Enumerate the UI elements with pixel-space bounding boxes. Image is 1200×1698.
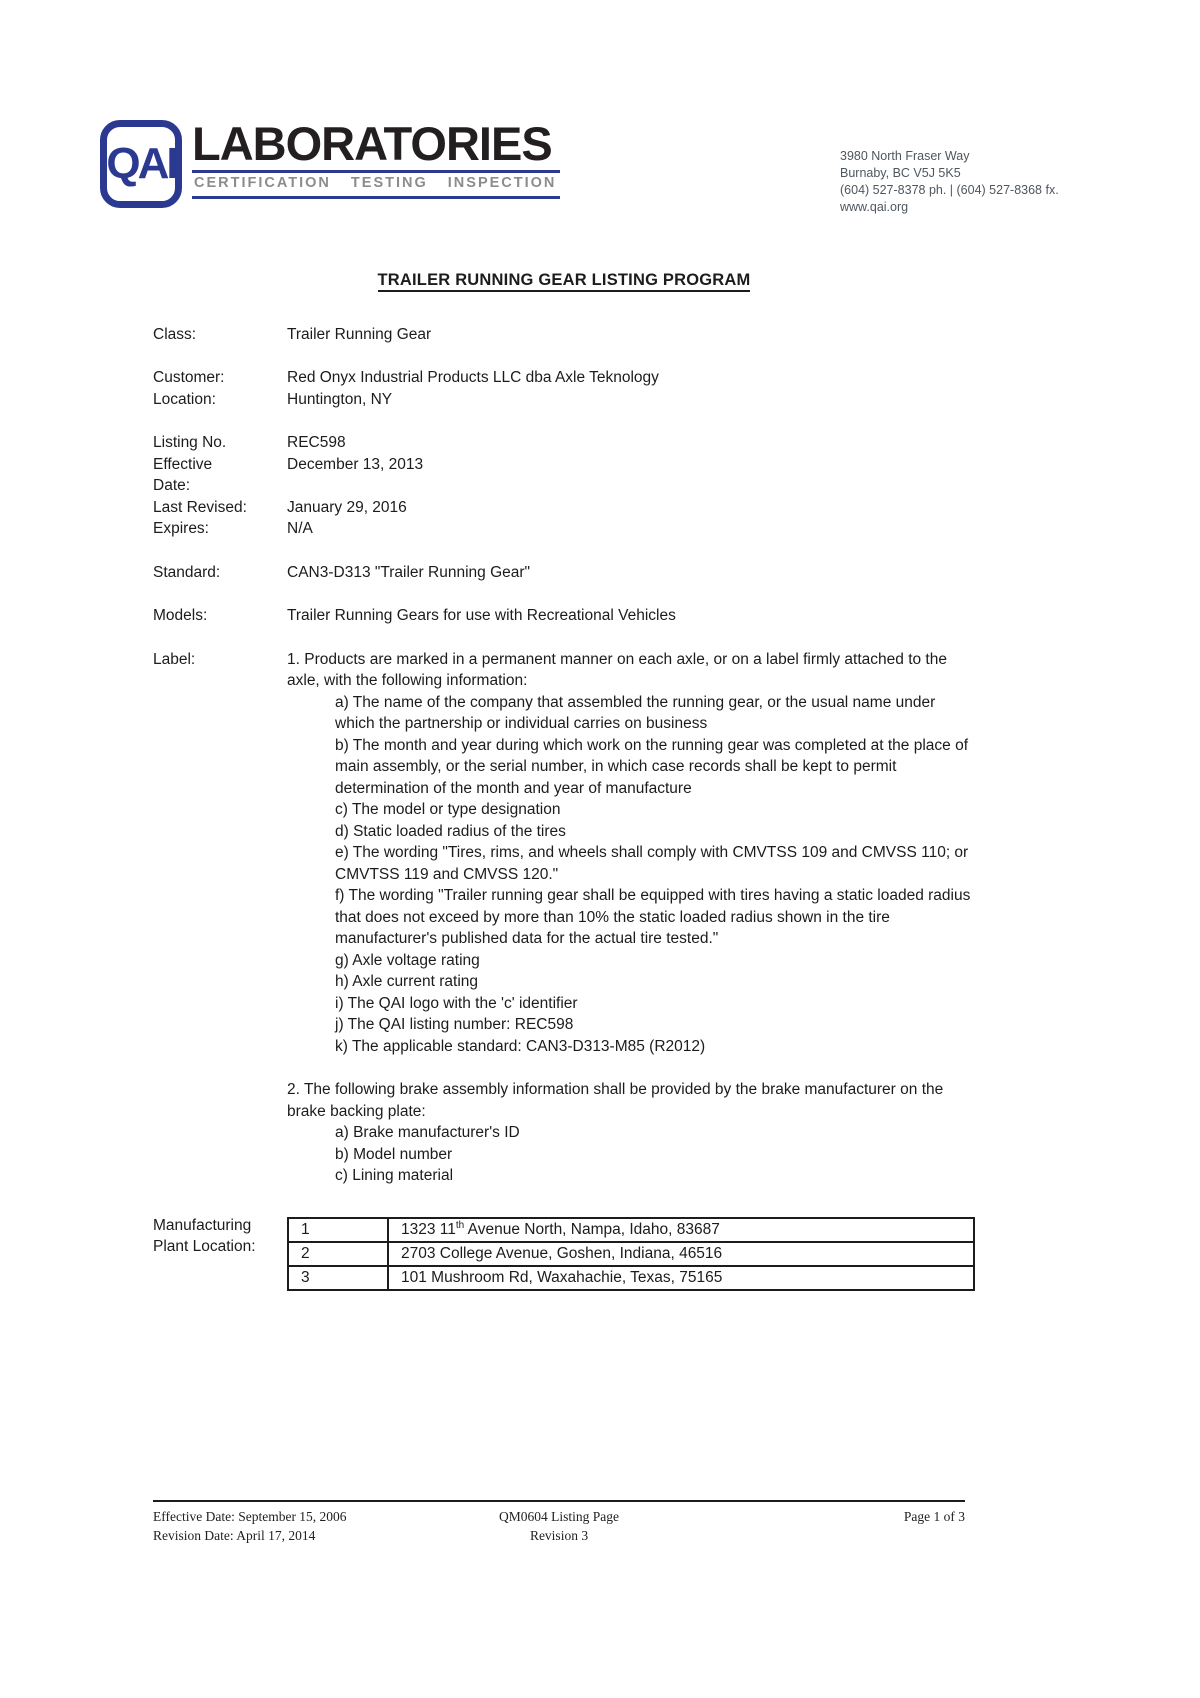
label-item2-subitem-b: b) Model number — [335, 1145, 453, 1163]
field-label: Expires: — [153, 520, 209, 537]
label-subitem-i: i) The QAI logo with the 'c' identifier — [335, 994, 578, 1012]
contact-phone-line: (604) 527-8378 ph. | (604) 527-8368 fx. — [840, 183, 1059, 197]
field-value: N/A — [287, 520, 313, 537]
table-cell-number: 3 — [288, 1266, 388, 1290]
table-row — [288, 1266, 974, 1290]
table-cell-number: 1 — [288, 1218, 388, 1242]
label-subitem-d: d) Static loaded radius of the tires — [335, 822, 566, 840]
logo-name: LABORATORIES — [192, 117, 552, 170]
field-models — [153, 605, 975, 627]
label-subitem-c: c) The model or type designation — [335, 801, 561, 818]
qai-logo — [100, 117, 560, 208]
field-class — [153, 324, 975, 346]
table-row — [288, 1218, 974, 1242]
field-label: Standard: — [153, 563, 221, 581]
field-last-revised — [153, 497, 975, 519]
field-effective-date — [153, 454, 975, 497]
label-subitem-h: h) Axle current rating — [335, 973, 479, 990]
field-label: Effective Date: — [153, 455, 213, 494]
field-value: Huntington, NY — [287, 390, 393, 408]
label-item1-intro: 1. Products are marked in a permanent manner on each axle, or on a label firmly attached to the axle, with the following information: — [287, 650, 947, 689]
label-subitem-b: b) The month and year during which work on the running gear was completed at the place of main assembly, or the serial number, in which case records shall be kept to permit determination of the month and year of manufacture — [335, 736, 969, 797]
label-item2-subitem-c: c) Lining material — [335, 1167, 454, 1184]
qai-logo-mark: QAI — [100, 120, 182, 208]
field-value: REC598 — [287, 434, 346, 451]
label-subitem-e: e) The wording "Tires, rims, and wheels shall comply with CMVTSS 109 and CMVSS 110; or CMVTSS 119 and CMVSS 120." — [335, 844, 969, 883]
plant-section — [153, 1215, 975, 1291]
logo-rule-bottom — [192, 196, 560, 199]
table-cell-address: 2703 College Avenue, Goshen, Indiana, 46516 — [388, 1242, 974, 1266]
label-item2-intro: 2. The following brake assembly information shall be provided by the brake manufacturer on the brake backing plate: — [287, 1081, 944, 1120]
plant-table — [287, 1217, 975, 1291]
field-location — [153, 389, 975, 411]
contact-address-line2: Burnaby, BC V5J 5K5 — [840, 166, 961, 180]
table-cell-address: 1323 11th Avenue North, Nampa, Idaho, 83687 — [388, 1218, 974, 1242]
table-cell-address: 101 Mushroom Rd, Waxahachie, Texas, 75165 — [388, 1266, 974, 1290]
contact-address-line1: 3980 North Fraser Way — [840, 149, 970, 163]
field-value: Trailer Running Gear — [287, 325, 432, 343]
footer-doc-revision: Revision 3 — [529, 1528, 589, 1543]
contact-website: www.qai.org — [840, 200, 909, 214]
label-subitem-g: g) Axle voltage rating — [335, 951, 480, 969]
page-title: TRAILER RUNNING GEAR LISTING PROGRAM — [153, 270, 975, 292]
label-subitem-f: f) The wording "Trailer running gear shall be equipped with tires having a static loaded radius that does not exceed by more than 10% the static loaded radius shown in the tire manufacturer's published data for the actual tire tested." — [335, 887, 971, 947]
field-value: Red Onyx Industrial Products LLC dba Axle Teknology — [287, 369, 659, 386]
label-item2-subitem-a: a) Brake manufacturer's ID — [335, 1124, 520, 1141]
field-label: Models: — [153, 607, 208, 624]
field-label: Label: — [153, 650, 196, 668]
footer-revision-date: Revision Date: April 17, 2014 — [153, 1528, 316, 1543]
field-value: Trailer Running Gears for use with Recreational Vehicles — [287, 607, 676, 624]
field-label: Class: — [153, 325, 197, 343]
page-footer — [153, 1500, 965, 1545]
footer-page-number: Page 1 of 3 — [903, 1509, 966, 1524]
label-subitem-k: k) The applicable standard: CAN3-D313-M85 (R2012) — [335, 1037, 706, 1055]
field-listing-no — [153, 432, 975, 454]
field-standard — [153, 562, 975, 584]
field-label: Manufacturing Plant Location: — [153, 1216, 256, 1255]
field-label: Last Revised: — [153, 498, 247, 516]
footer-doc-id: QM0604 Listing Page — [499, 1509, 619, 1524]
contact-block — [840, 148, 1100, 216]
footer-effective-date: Effective Date: September 15, 2006 — [153, 1509, 347, 1524]
document-body — [153, 270, 975, 1291]
table-row — [288, 1242, 974, 1266]
field-value: December 13, 2013 — [287, 455, 424, 473]
field-label: Customer: — [153, 369, 225, 386]
table-cell-number: 2 — [288, 1242, 388, 1266]
label-section — [153, 649, 975, 1187]
field-value: January 29, 2016 — [287, 498, 407, 516]
field-expires — [153, 518, 975, 540]
logo-tagline: CERTIFICATION TESTING INSPECTION — [194, 175, 557, 191]
field-value: CAN3-D313 "Trailer Running Gear" — [287, 563, 531, 581]
label-subitem-j: j) The QAI listing number: REC598 — [335, 1016, 574, 1033]
field-customer — [153, 367, 975, 389]
label-subitem-a: a) The name of the company that assembled the running gear, or the usual name under which the partnership or individual carries on business — [335, 693, 936, 732]
field-label: Listing No. — [153, 434, 227, 451]
field-label: Location: — [153, 390, 216, 408]
